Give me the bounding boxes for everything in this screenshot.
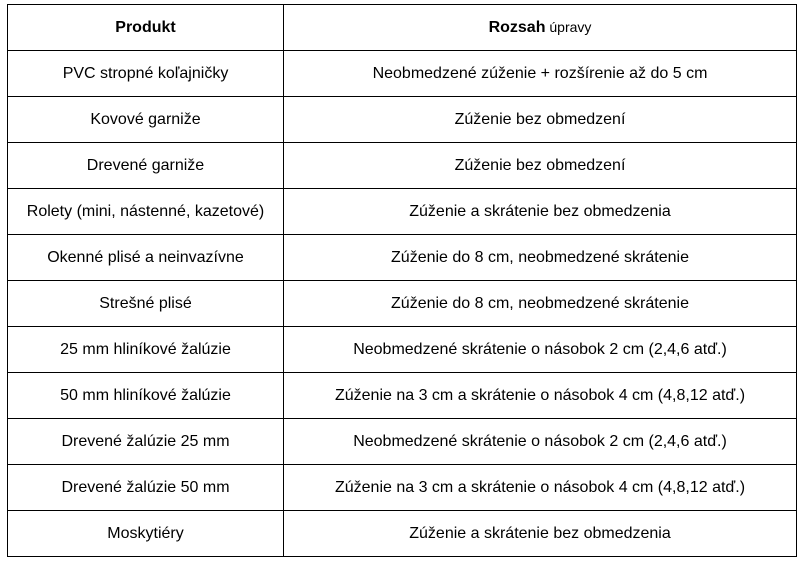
- product-cell: Drevené žalúzie 25 mm: [8, 419, 284, 465]
- product-cell: Kovové garniže: [8, 97, 284, 143]
- table-row: [8, 465, 797, 511]
- range-cell: Zúženie a skrátenie bez obmedzenia: [284, 511, 797, 557]
- range-cell: Neobmedzené skrátenie o násobok 2 cm (2,4,6 atď.): [284, 327, 797, 373]
- range-cell: Zúženie bez obmedzení: [284, 97, 797, 143]
- range-cell: Neobmedzené zúženie + rozšírenie až do 5 cm: [284, 51, 797, 97]
- product-cell: Moskytiéry: [8, 511, 284, 557]
- header-range-normal: úpravy: [545, 18, 592, 35]
- header-range: [284, 5, 797, 51]
- adjustment-table: [7, 4, 797, 557]
- table-row: [8, 419, 797, 465]
- product-cell: PVC stropné koľajničky: [8, 51, 284, 97]
- table-row: [8, 97, 797, 143]
- table-row: [8, 51, 797, 97]
- table-row: [8, 327, 797, 373]
- table-row: [8, 189, 797, 235]
- table-row: [8, 143, 797, 189]
- table-row: [8, 373, 797, 419]
- range-cell: Zúženie na 3 cm a skrátenie o násobok 4 cm (4,8,12 atď.): [284, 373, 797, 419]
- product-cell: Rolety (mini, nástenné, kazetové): [8, 189, 284, 235]
- product-cell: Drevené žalúzie 50 mm: [8, 465, 284, 511]
- product-cell: Okenné plisé a neinvazívne: [8, 235, 284, 281]
- header-range-bold: Rozsah: [488, 18, 546, 36]
- range-cell: Neobmedzené skrátenie o násobok 2 cm (2,4,6 atď.): [284, 419, 797, 465]
- product-cell: Strešné plisé: [8, 281, 284, 327]
- table-row: [8, 235, 797, 281]
- table-row: [8, 281, 797, 327]
- table-header-row: [8, 5, 797, 51]
- range-cell: Zúženie do 8 cm, neobmedzené skrátenie: [284, 281, 797, 327]
- range-cell: Zúženie a skrátenie bez obmedzenia: [284, 189, 797, 235]
- range-cell: Zúženie bez obmedzení: [284, 143, 797, 189]
- header-product: Produkt: [8, 5, 284, 51]
- product-cell: Drevené garniže: [8, 143, 284, 189]
- table-row: [8, 511, 797, 557]
- product-cell: 50 mm hliníkové žalúzie: [8, 373, 284, 419]
- product-cell: 25 mm hliníkové žalúzie: [8, 327, 284, 373]
- range-cell: Zúženie na 3 cm a skrátenie o násobok 4 cm (4,8,12 atď.): [284, 465, 797, 511]
- range-cell: Zúženie do 8 cm, neobmedzené skrátenie: [284, 235, 797, 281]
